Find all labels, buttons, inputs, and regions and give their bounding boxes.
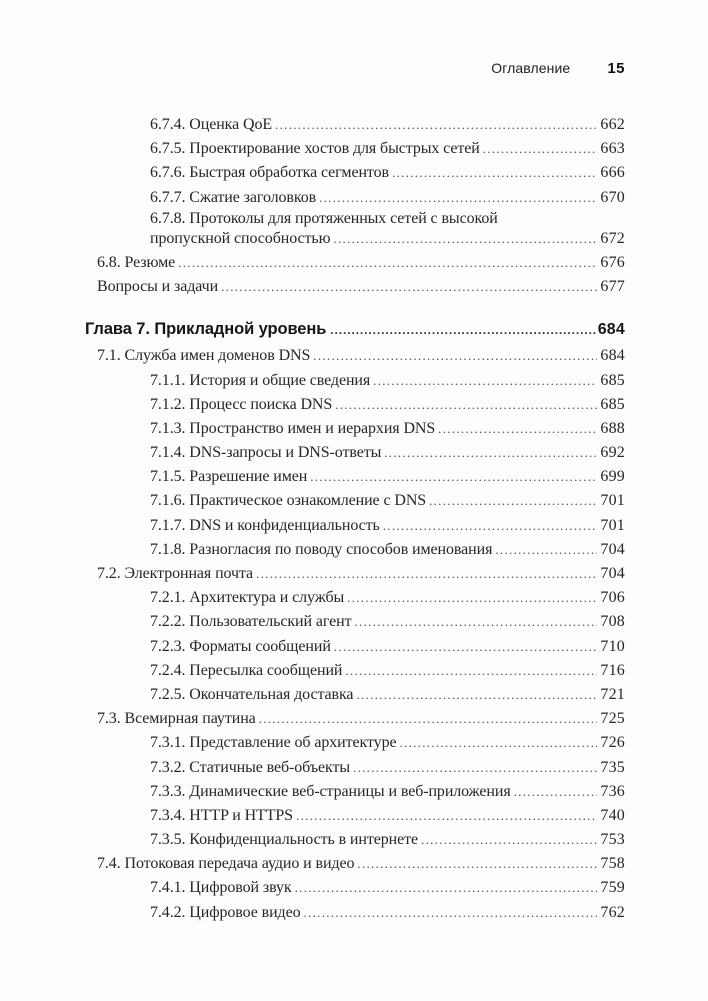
toc-entry-page: 684 xyxy=(600,347,625,365)
toc-entry xyxy=(97,465,625,489)
toc-entry xyxy=(97,901,625,925)
toc-entry-page: 685 xyxy=(600,371,625,389)
toc-entry xyxy=(97,610,625,634)
toc-chapter-label: Глава 7. Прикладной уровень xyxy=(85,320,327,339)
toc-entry xyxy=(97,707,625,731)
toc-entry-label: 7.1.8. Разногласия по поводу способов именования xyxy=(150,540,493,558)
toc-entry-page: 685 xyxy=(600,395,625,413)
toc-entry-label: 7.1.3. Пространство имен и иерархия DNS xyxy=(150,419,436,437)
toc-leader-dots xyxy=(357,852,597,876)
toc-entry-label: пропускной способностью xyxy=(150,229,331,247)
toc-entry xyxy=(97,731,625,755)
toc-entry-label: 6.8. Резюме xyxy=(97,253,176,271)
toc-entry-page: 753 xyxy=(600,831,625,849)
toc-entry-label: 6.7.6. Быстрая обработка сегментов xyxy=(150,164,389,182)
toc-chapter-heading xyxy=(85,315,625,344)
toc-leader-dots xyxy=(514,780,597,804)
toc-entry-label: 7.1.7. DNS и конфиденциальность xyxy=(150,516,380,534)
toc-entry-page: 704 xyxy=(600,565,625,582)
toc-entry-page: 699 xyxy=(600,468,625,486)
toc-entry xyxy=(97,804,625,828)
toc-entry-page: 676 xyxy=(600,253,625,271)
toc-entry xyxy=(97,756,625,780)
toc-entry-continuation xyxy=(97,227,625,251)
toc-leader-dots xyxy=(399,731,597,755)
running-head xyxy=(0,60,625,80)
toc-entry-label: 7.1.1. История и общие сведения xyxy=(150,371,371,389)
toc-entry xyxy=(97,369,625,393)
toc-entry-label: 6.7.8. Протоколы для протяженных сетей с высокой xyxy=(150,209,498,227)
toc-entry-page: 740 xyxy=(600,806,625,824)
toc-entry-page: 701 xyxy=(600,492,625,510)
toc-leader-dots xyxy=(392,161,597,185)
running-head-title: Оглавление xyxy=(491,60,571,76)
toc-entry-label: 7.3.3. Динамические веб-страницы и веб-приложения xyxy=(150,782,511,800)
toc-leader-dots xyxy=(421,828,597,852)
toc-entry-label: 7.4.1. Цифровой звук xyxy=(150,879,292,897)
toc-entry xyxy=(97,514,625,538)
toc-leader-dots xyxy=(296,804,597,828)
toc-entry xyxy=(97,780,625,804)
toc-leader-dots xyxy=(495,538,597,562)
toc-entry-label: 7.2.3. Форматы сообщений xyxy=(150,637,331,655)
toc-entry-label: 7.1. Служба имен доменов DNS xyxy=(97,347,311,365)
toc-entry-page: 677 xyxy=(600,278,625,296)
toc-leader-dots xyxy=(345,659,597,683)
toc-entry-label: 7.3.4. HTTP и HTTPS xyxy=(150,806,293,824)
toc-entry-label: 7.3.5. Конфиденциальность в интернете xyxy=(150,831,419,849)
toc-leader-dots xyxy=(319,186,597,210)
toc-leader-dots xyxy=(384,441,597,465)
toc-entry-page: 701 xyxy=(600,516,625,534)
toc-entry xyxy=(97,275,625,299)
toc-leader-dots xyxy=(304,901,598,925)
toc-page xyxy=(0,60,708,1001)
toc-leader-dots xyxy=(310,465,597,489)
toc-entry-page: 716 xyxy=(600,661,625,679)
toc-leader-dots xyxy=(347,586,597,610)
toc-leader-dots xyxy=(354,610,597,634)
toc-entry-page: 688 xyxy=(600,419,625,437)
toc-leader-dots xyxy=(333,227,597,251)
toc-entry-page: 692 xyxy=(600,444,625,462)
toc-entry xyxy=(97,659,625,683)
toc-entry-label: 7.2.5. Окончательная доставка xyxy=(150,685,354,703)
toc-entry-page: 710 xyxy=(600,637,625,655)
toc-entry-page: 725 xyxy=(600,710,625,728)
toc-entry-label: 6.7.7. Сжатие заголовков xyxy=(150,188,317,206)
toc-entry-label: 7.4.2. Цифровое видео xyxy=(150,903,301,921)
toc-leader-dots xyxy=(178,251,597,275)
toc-entry-label: 7.2. Электронная почта xyxy=(97,565,254,582)
toc-leader-dots xyxy=(295,876,597,900)
toc-entry xyxy=(97,852,625,876)
toc-entry xyxy=(97,417,625,441)
toc-entry-page: 666 xyxy=(600,164,625,182)
toc-leader-dots xyxy=(334,635,597,659)
toc-entry xyxy=(97,635,625,659)
toc-entry-page: 672 xyxy=(600,229,625,247)
toc-entry xyxy=(97,441,625,465)
toc-entry xyxy=(97,393,625,417)
toc-leader-dots xyxy=(330,316,595,345)
toc-entry-page: 762 xyxy=(600,903,625,921)
toc-entry-page: 721 xyxy=(600,685,625,703)
toc-entry xyxy=(97,586,625,610)
toc-entry xyxy=(97,137,625,161)
toc-entry xyxy=(97,683,625,707)
toc-entry-label: 7.3.2. Статичные веб-объекты xyxy=(150,758,351,776)
toc-leader-dots xyxy=(438,417,597,441)
toc-entry xyxy=(97,344,625,368)
toc-leader-dots xyxy=(373,369,597,393)
toc-entry-label: 7.4. Потоковая передача аудио и видео xyxy=(97,855,355,873)
toc-entry-page: 662 xyxy=(600,116,625,133)
toc-entry-page: 758 xyxy=(600,855,625,873)
toc-entry-label: 7.3. Всемирная паутина xyxy=(97,710,256,728)
toc-entry-page: 759 xyxy=(600,879,625,897)
toc-entry-page: 704 xyxy=(600,540,625,558)
toc-entry xyxy=(97,828,625,852)
toc-entry-page: 735 xyxy=(600,758,625,776)
table-of-contents xyxy=(85,113,625,925)
toc-entry-label: Вопросы и задачи xyxy=(97,278,219,296)
toc-entry xyxy=(97,562,625,586)
toc-entry-page: 670 xyxy=(600,188,625,206)
toc-entry-page: 708 xyxy=(600,613,625,631)
toc-entry-label: 6.7.4. Оценка QoE xyxy=(150,116,273,133)
toc-entry-first-line xyxy=(97,210,625,227)
toc-entry-label: 6.7.5. Проектирование хостов для быстрых сетей xyxy=(150,140,480,158)
toc-leader-dots xyxy=(259,707,597,731)
toc-entry-label: 7.1.4. DNS-запросы и DNS-ответы xyxy=(150,444,382,462)
toc-entry-page: 726 xyxy=(600,734,625,752)
toc-entry-label: 7.1.5. Разрешение имен xyxy=(150,468,308,486)
toc-leader-dots xyxy=(483,137,597,161)
toc-entry-label: 7.3.1. Представление об архитектуре xyxy=(150,734,397,752)
toc-entry-label: 7.2.4. Пересылка сообщений xyxy=(150,661,343,679)
toc-chapter-page: 684 xyxy=(597,321,625,339)
toc-entry-label: 7.1.6. Практическое ознакомление с DNS xyxy=(150,492,427,510)
toc-entry xyxy=(97,251,625,275)
toc-entry-page: 706 xyxy=(600,589,625,607)
toc-entry xyxy=(97,161,625,185)
toc-entry-label: 7.2.1. Архитектура и службы xyxy=(150,589,345,607)
toc-entry-label: 7.1.2. Процесс поиска DNS xyxy=(150,395,333,413)
toc-leader-dots xyxy=(353,756,597,780)
toc-entry xyxy=(97,489,625,513)
toc-leader-dots xyxy=(313,344,597,368)
toc-leader-dots xyxy=(256,562,597,586)
toc-entry-page: 663 xyxy=(600,140,625,158)
toc-entry xyxy=(97,113,625,137)
toc-entry-page: 736 xyxy=(600,782,625,800)
toc-entry xyxy=(97,186,625,210)
toc-entry xyxy=(97,876,625,900)
toc-entry xyxy=(97,538,625,562)
toc-leader-dots xyxy=(383,514,597,538)
toc-leader-dots xyxy=(335,393,597,417)
toc-entry-label: 7.2.2. Пользовательский агент xyxy=(150,613,352,631)
toc-leader-dots xyxy=(429,489,597,513)
toc-leader-dots xyxy=(275,113,597,137)
toc-leader-dots xyxy=(356,683,597,707)
toc-leader-dots xyxy=(221,275,597,299)
page-number: 15 xyxy=(607,60,625,77)
